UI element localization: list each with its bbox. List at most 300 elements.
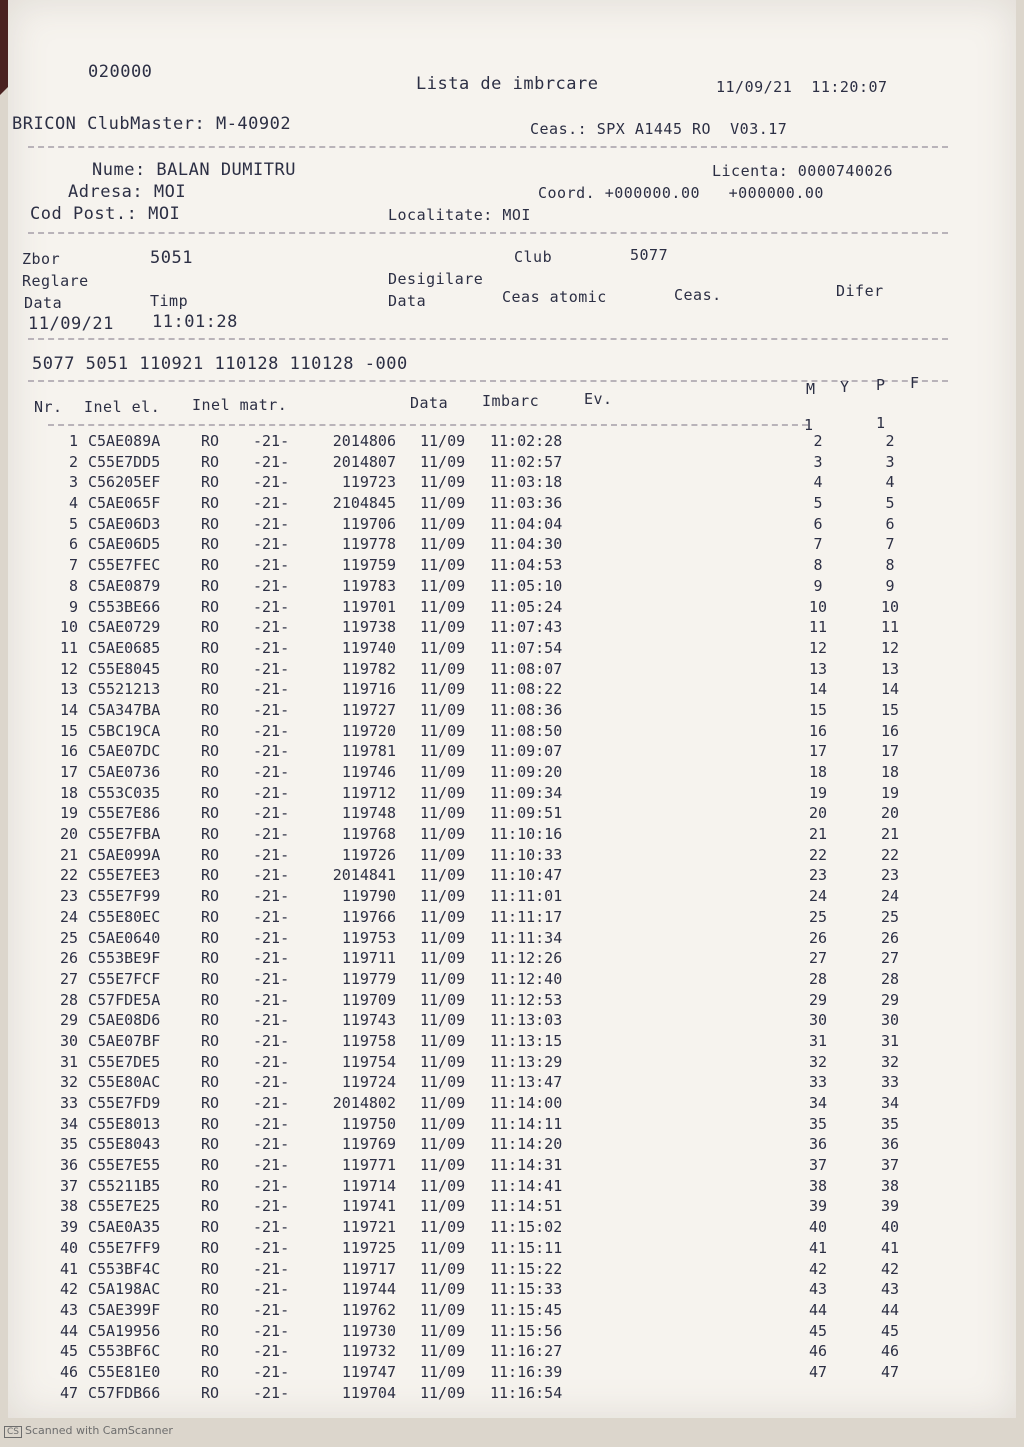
table-row: [8, 722, 1016, 743]
cell-ring: C55E7FF9: [88, 1238, 161, 1257]
cell-cty: RO: [201, 1114, 220, 1133]
cell-matr: 119762: [341, 1300, 396, 1319]
cell-matr: 119783: [341, 576, 396, 595]
cell-cty: RO: [201, 804, 220, 823]
cell-yr: -21-: [253, 763, 290, 781]
cell-date: 11/09: [420, 1218, 466, 1237]
owner-license: Licenta: 0000740026: [712, 162, 894, 180]
cell-yr: -21-: [253, 1135, 290, 1154]
cell-date: 11/09: [420, 1300, 466, 1319]
cell-cty: RO: [201, 742, 220, 761]
col-inel-matr: Inel matr.: [192, 396, 288, 414]
cell-m: 6: [813, 514, 823, 533]
scanner-watermark: [4, 1424, 173, 1438]
col-data: Data: [410, 394, 449, 412]
cell-nr: 37: [59, 1176, 78, 1195]
cell-time: 11:03:18: [490, 473, 563, 492]
cell-matr: 119758: [341, 1031, 396, 1050]
cell-ring: C55E7FD9: [88, 1094, 161, 1112]
cell-time: 11:14:41: [490, 1176, 563, 1195]
cell-time: 11:10:47: [490, 866, 563, 885]
cell-time: 11:16:39: [490, 1362, 563, 1381]
table-row: [8, 1280, 1016, 1301]
cell-nr: 42: [59, 1280, 78, 1299]
cell-p: 43: [880, 1280, 900, 1299]
pre-row-p: 1: [876, 414, 886, 432]
cell-yr: -21-: [253, 1300, 290, 1319]
table-row: [8, 1301, 1016, 1322]
cell-cty: RO: [201, 1031, 220, 1050]
reglare-time: 11:01:28: [152, 312, 238, 332]
cell-nr: 33: [59, 1094, 78, 1112]
cell-p: 41: [880, 1238, 900, 1257]
reglare-date: 11/09/21: [28, 314, 114, 334]
table-row: [8, 1322, 1016, 1343]
cell-p: 27: [880, 949, 900, 968]
difer-label: Difer: [836, 282, 884, 300]
cell-ring: C55E7F99: [88, 887, 161, 906]
cell-date: 11/09: [420, 1362, 466, 1381]
cell-nr: 4: [68, 494, 78, 513]
cell-matr: 119778: [341, 535, 396, 554]
cell-m: 15: [808, 700, 828, 719]
cell-time: 11:14:20: [490, 1135, 563, 1154]
cell-yr: -21-: [253, 452, 290, 471]
cell-cty: RO: [201, 659, 220, 678]
cell-date: 11/09: [420, 928, 466, 947]
cell-ring: C55E7DE5: [88, 1052, 161, 1071]
cell-yr: -21-: [253, 783, 290, 802]
cell-time: 11:05:10: [490, 576, 563, 595]
cell-nr: 27: [59, 969, 78, 988]
doc-code: 020000: [88, 62, 153, 82]
cell-cty: RO: [201, 680, 220, 699]
cell-yr: -21-: [253, 1073, 290, 1092]
cell-nr: 31: [59, 1052, 78, 1071]
cell-p: 39: [880, 1197, 900, 1216]
cell-cty: RO: [201, 1238, 220, 1257]
table-row: [8, 763, 1016, 784]
cell-matr: 119727: [341, 700, 396, 719]
cell-cty: RO: [201, 1280, 220, 1299]
cell-yr: -21-: [253, 1362, 290, 1381]
cell-time: 11:11:34: [490, 928, 563, 947]
col-m: M: [806, 380, 816, 398]
cell-cty: RO: [201, 1176, 220, 1195]
table-row: [8, 639, 1016, 660]
cell-cty: RO: [201, 535, 220, 554]
cell-m: 7: [813, 535, 823, 554]
cell-nr: 19: [59, 804, 78, 823]
cell-matr: 119753: [341, 928, 396, 947]
cell-nr: 39: [59, 1218, 78, 1237]
cell-date: 11/09: [420, 1052, 466, 1071]
cell-matr: 119768: [341, 825, 396, 844]
cell-yr: -21-: [253, 1280, 290, 1299]
col-f: F: [910, 374, 920, 392]
cell-ring: C5AE08D6: [88, 1011, 161, 1030]
cell-p: 36: [880, 1135, 900, 1154]
cell-p: 6: [885, 514, 895, 533]
cell-time: 11:14:11: [490, 1114, 563, 1133]
table-row: [8, 473, 1016, 494]
cell-nr: 8: [68, 576, 78, 595]
cell-ring: C5AE399F: [88, 1300, 161, 1319]
cell-nr: 14: [59, 700, 78, 719]
cell-matr: 119754: [341, 1052, 396, 1071]
timp-label: Timp: [150, 292, 189, 310]
cell-ring: C56205EF: [88, 473, 161, 492]
cell-time: 11:15:22: [490, 1259, 563, 1278]
cell-ring: C55E81E0: [88, 1362, 161, 1381]
cell-m: 46: [808, 1342, 828, 1361]
cell-date: 11/09: [420, 804, 466, 823]
data-label: Data: [24, 294, 63, 312]
cell-matr: 119744: [341, 1280, 396, 1299]
cell-yr: -21-: [253, 1197, 290, 1216]
table-row: [8, 577, 1016, 598]
cell-date: 11/09: [420, 990, 466, 1009]
cell-matr: 119779: [341, 969, 396, 988]
cell-p: 22: [880, 845, 900, 864]
cell-ring: C5AE0A35: [88, 1218, 161, 1237]
divider: [28, 146, 948, 148]
cell-cty: RO: [201, 1218, 220, 1237]
cell-p: 3: [885, 452, 895, 471]
cell-date: 11/09: [420, 1342, 466, 1361]
cell-nr: 44: [59, 1321, 78, 1340]
table-row: [8, 846, 1016, 867]
cell-date: 11/09: [420, 969, 466, 988]
cell-p: 17: [880, 742, 900, 761]
cell-p: 37: [880, 1156, 900, 1175]
cell-date: 11/09: [420, 638, 466, 657]
cell-matr: 119759: [341, 556, 396, 575]
cell-m: 34: [808, 1094, 828, 1112]
cell-matr: 119723: [341, 473, 396, 492]
col-p: P: [876, 376, 886, 394]
cell-cty: RO: [201, 825, 220, 844]
cell-time: 11:08:36: [490, 700, 563, 719]
cell-m: 10: [808, 597, 828, 616]
club-value: 5077: [630, 246, 669, 264]
cell-yr: -21-: [253, 887, 290, 906]
cell-m: 19: [808, 783, 828, 802]
cell-m: 29: [808, 990, 828, 1009]
cell-m: 21: [808, 825, 828, 844]
cell-time: 11:15:56: [490, 1321, 563, 1340]
cell-cty: RO: [201, 473, 220, 492]
cell-cty: RO: [201, 721, 220, 740]
cell-matr: 119782: [341, 659, 396, 678]
cell-yr: -21-: [253, 845, 290, 864]
cell-ring: C5AE06D3: [88, 514, 161, 533]
cell-yr: -21-: [253, 907, 290, 926]
cell-nr: 38: [59, 1197, 78, 1216]
zbor-value: 5051: [150, 248, 193, 268]
cell-cty: RO: [201, 866, 220, 885]
cell-nr: 43: [59, 1300, 78, 1319]
cell-time: 11:12:53: [490, 990, 563, 1009]
cell-ring: C5AE06D5: [88, 535, 161, 554]
cell-yr: -21-: [253, 514, 290, 533]
table-row: [8, 660, 1016, 681]
cell-date: 11/09: [420, 783, 466, 802]
cell-yr: -21-: [253, 1218, 290, 1237]
cell-date: 11/09: [420, 1383, 466, 1402]
cell-nr: 40: [59, 1238, 78, 1257]
cell-matr: 119714: [341, 1176, 396, 1195]
cell-date: 11/09: [420, 721, 466, 740]
cell-m: 26: [808, 928, 828, 947]
cell-date: 11/09: [420, 1011, 466, 1030]
cell-date: 11/09: [420, 680, 466, 699]
cell-ring: C5AE0729: [88, 618, 161, 637]
cell-p: 29: [880, 990, 900, 1009]
cell-date: 11/09: [420, 1238, 466, 1257]
cell-date: 11/09: [420, 949, 466, 968]
table-row: [8, 908, 1016, 929]
table-row: [8, 742, 1016, 763]
cell-date: 11/09: [420, 494, 466, 513]
cell-cty: RO: [201, 1383, 220, 1402]
cell-p: 28: [880, 969, 900, 988]
cell-nr: 35: [59, 1135, 78, 1154]
cell-yr: -21-: [253, 556, 290, 575]
cell-time: 11:02:57: [490, 452, 563, 471]
cell-matr: 119704: [341, 1383, 396, 1402]
cell-p: 26: [880, 928, 900, 947]
cell-nr: 2: [68, 452, 78, 471]
cell-m: 18: [808, 763, 828, 781]
cell-date: 11/09: [420, 763, 466, 781]
cell-yr: -21-: [253, 949, 290, 968]
cell-ring: C553BE9F: [88, 949, 161, 968]
cell-m: 37: [808, 1156, 828, 1175]
cell-date: 11/09: [420, 1114, 466, 1133]
table-row: [8, 556, 1016, 577]
cell-nr: 41: [59, 1259, 78, 1278]
cell-nr: 7: [68, 556, 78, 575]
owner-address: Adresa: MOI: [68, 182, 187, 202]
cell-ring: C5AE0640: [88, 928, 161, 947]
print-datetime: 11/09/21 11:20:07: [716, 78, 888, 96]
cell-ring: C5AE099A: [88, 845, 161, 864]
cell-time: 11:07:43: [490, 618, 563, 637]
table-row: [8, 680, 1016, 701]
cell-p: 18: [880, 763, 900, 781]
cell-cty: RO: [201, 907, 220, 926]
cell-matr: 119781: [341, 742, 396, 761]
cell-ring: C55E7FCF: [88, 969, 161, 988]
cell-time: 11:09:20: [490, 763, 563, 781]
cell-matr: 119769: [341, 1135, 396, 1154]
cell-p: 4: [885, 473, 895, 492]
cell-date: 11/09: [420, 659, 466, 678]
cell-date: 11/09: [420, 1094, 466, 1112]
table-row: [8, 1094, 1016, 1115]
cell-date: 11/09: [420, 845, 466, 864]
cell-matr: 119738: [341, 618, 396, 637]
cell-time: 11:02:28: [490, 432, 563, 450]
table-row: [8, 535, 1016, 556]
cell-cty: RO: [201, 763, 220, 781]
cell-nr: 13: [59, 680, 78, 699]
cell-p: 14: [880, 680, 900, 699]
cell-yr: -21-: [253, 742, 290, 761]
owner-name: Nume: BALAN DUMITRU: [92, 160, 296, 180]
table-row: [8, 1239, 1016, 1260]
cell-matr: 119732: [341, 1342, 396, 1361]
cell-cty: RO: [201, 1052, 220, 1071]
cell-ring: C55E8043: [88, 1135, 161, 1154]
cell-time: 11:08:50: [490, 721, 563, 740]
cell-m: 20: [808, 804, 828, 823]
cell-ring: C553C035: [88, 783, 161, 802]
cell-cty: RO: [201, 618, 220, 637]
table-row: [8, 866, 1016, 887]
cell-m: 24: [808, 887, 828, 906]
table-row: [8, 1363, 1016, 1384]
cell-date: 11/09: [420, 452, 466, 471]
cell-time: 11:11:01: [490, 887, 563, 906]
cell-m: 35: [808, 1114, 828, 1133]
cell-ring: C55E8045: [88, 659, 161, 678]
cell-cty: RO: [201, 1321, 220, 1340]
cell-matr: 119771: [341, 1156, 396, 1175]
cell-yr: -21-: [253, 1321, 290, 1340]
cell-yr: -21-: [253, 1114, 290, 1133]
table-row: [8, 1011, 1016, 1032]
cell-yr: -21-: [253, 638, 290, 657]
cell-ring: C5AE07DC: [88, 742, 161, 761]
cell-time: 11:16:54: [490, 1383, 563, 1402]
table-row: [8, 991, 1016, 1012]
cell-m: 42: [808, 1259, 828, 1278]
cell-ring: C5A347BA: [88, 700, 161, 719]
table-row: [8, 432, 1016, 453]
cell-date: 11/09: [420, 432, 466, 450]
cell-ring: C55E7E55: [88, 1156, 161, 1175]
table-row: [8, 970, 1016, 991]
cell-nr: 20: [59, 825, 78, 844]
cell-cty: RO: [201, 783, 220, 802]
cell-ring: C55E7FEC: [88, 556, 161, 575]
summary-code-line: 5077 5051 110921 110128 110128 -000: [32, 354, 408, 374]
cell-nr: 45: [59, 1342, 78, 1361]
cell-matr: 119706: [341, 514, 396, 533]
cell-m: 9: [813, 576, 823, 595]
cell-yr: -21-: [253, 1052, 290, 1071]
cell-p: 38: [880, 1176, 900, 1195]
col-ev: Ev.: [584, 390, 613, 408]
cell-matr: 119720: [341, 721, 396, 740]
cell-date: 11/09: [420, 742, 466, 761]
cell-ring: C55E8013: [88, 1114, 161, 1133]
cell-ring: C5AE089A: [88, 432, 161, 450]
cell-m: 25: [808, 907, 828, 926]
cell-p: 5: [885, 494, 895, 513]
arrival-list: [8, 432, 1016, 1404]
table-row: [8, 701, 1016, 722]
table-row: [8, 453, 1016, 474]
cell-nr: 46: [59, 1362, 78, 1381]
cell-ring: C5AE0879: [88, 576, 161, 595]
cell-nr: 22: [59, 866, 78, 885]
cell-nr: 21: [59, 845, 78, 864]
table-row: [8, 1218, 1016, 1239]
cell-date: 11/09: [420, 1135, 466, 1154]
cell-ring: C5A19956: [88, 1321, 161, 1340]
cell-yr: -21-: [253, 680, 290, 699]
table-row: [8, 494, 1016, 515]
cell-time: 11:13:47: [490, 1073, 563, 1092]
cell-m: 12: [808, 638, 828, 657]
cell-date: 11/09: [420, 700, 466, 719]
cell-matr: 119726: [341, 845, 396, 864]
col-imbarc: Imbarc: [482, 392, 540, 410]
cell-m: 28: [808, 969, 828, 988]
cell-cty: RO: [201, 1073, 220, 1092]
cell-matr: 119790: [341, 887, 396, 906]
cell-matr: 2014841: [332, 866, 396, 885]
cell-ring: C5BC19CA: [88, 721, 161, 740]
cell-time: 11:09:07: [490, 742, 563, 761]
table-row: [8, 1115, 1016, 1136]
cell-cty: RO: [201, 576, 220, 595]
col-y: Y: [840, 378, 850, 396]
cell-nr: 28: [59, 990, 78, 1009]
cell-ring: C57FDE5A: [88, 990, 161, 1009]
owner-postal: Cod Post.: MOI: [30, 204, 181, 224]
cell-yr: -21-: [253, 473, 290, 492]
cell-m: 8: [813, 556, 823, 575]
cell-matr: 119724: [341, 1073, 396, 1092]
table-row: [8, 1197, 1016, 1218]
cell-p: 30: [880, 1011, 900, 1030]
cell-nr: 3: [68, 473, 78, 492]
cell-matr: 119725: [341, 1238, 396, 1257]
col-nr: Nr.: [34, 398, 63, 416]
cell-cty: RO: [201, 949, 220, 968]
cell-m: 27: [808, 949, 828, 968]
cell-ring: C55E7E86: [88, 804, 161, 823]
cell-time: 11:15:45: [490, 1300, 563, 1319]
cell-m: 11: [808, 618, 828, 637]
cell-p: 10: [880, 597, 900, 616]
data2-label: Data: [388, 292, 427, 310]
cell-m: 38: [808, 1176, 828, 1195]
table-row: [8, 1384, 1016, 1405]
cell-cty: RO: [201, 432, 220, 450]
cell-nr: 26: [59, 949, 78, 968]
cell-time: 11:16:27: [490, 1342, 563, 1361]
cell-nr: 12: [59, 659, 78, 678]
cell-ring: C5AE0685: [88, 638, 161, 657]
cell-date: 11/09: [420, 597, 466, 616]
cell-matr: 2014802: [332, 1094, 396, 1112]
cell-cty: RO: [201, 494, 220, 513]
cell-matr: 119717: [341, 1259, 396, 1278]
cell-m: 2: [813, 432, 823, 450]
cell-yr: -21-: [253, 597, 290, 616]
cell-yr: -21-: [253, 1156, 290, 1175]
cell-date: 11/09: [420, 907, 466, 926]
cell-nr: 23: [59, 887, 78, 906]
cell-cty: RO: [201, 1156, 220, 1175]
cell-yr: -21-: [253, 432, 290, 450]
cell-time: 11:12:26: [490, 949, 563, 968]
